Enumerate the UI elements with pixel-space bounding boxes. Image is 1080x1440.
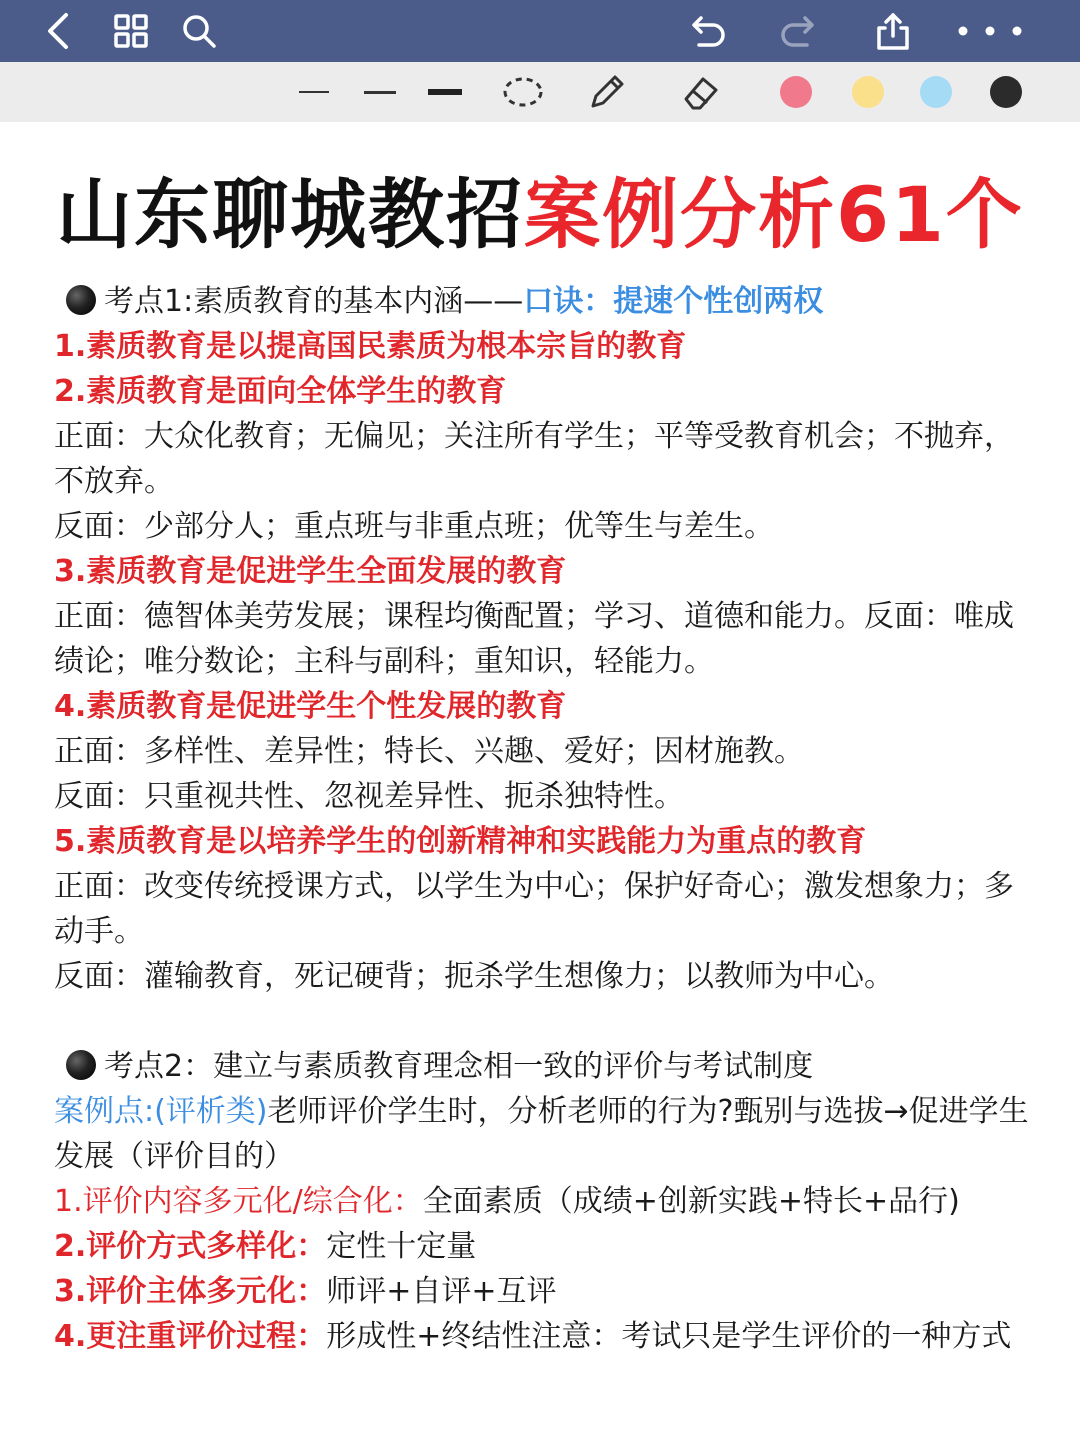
medium-line-icon[interactable]: [360, 70, 400, 114]
eval-item-4-label: 4.更注重评价过程：: [54, 1319, 327, 1354]
point4-title: 4.素质教育是促进学生个性发展的教育: [54, 689, 567, 724]
eval-item-2-label: 2.评价方式多样化：: [54, 1229, 327, 1264]
eval-item-2: [54, 1224, 1034, 1269]
section-spacer: [54, 999, 1034, 1044]
section2-heading-text: 考点2：建立与素质教育理念相一致的评价与考试制度: [104, 1049, 814, 1084]
eval-item-3: [54, 1269, 1034, 1314]
point5-positive: 正面：改变传统授课方式，以学生为中心；保护好奇心；激发想象力；多动手。: [54, 869, 1014, 949]
light-blue-color-swatch[interactable]: [916, 70, 956, 114]
point3-title: 3.素质教育是促进学生全面发展的教育: [54, 554, 567, 589]
eval-item-3-label: 3.评价主体多元化：: [54, 1274, 327, 1309]
point2-title: 2.素质教育是面向全体学生的教育: [54, 374, 507, 409]
section1-heading: [54, 279, 1034, 324]
case-point-label: 案例点:(评析类): [54, 1094, 268, 1129]
more-icon[interactable]: [950, 8, 1030, 54]
point1-title: 1.素质教育是以提高国民素质为根本宗旨的教育: [54, 329, 687, 364]
section1-mnemonic: 口诀：提速个性创两权: [523, 284, 824, 319]
eraser-icon[interactable]: [678, 70, 724, 114]
point2-negative: 反面：少部分人；重点班与非重点班；优等生与差生。: [54, 509, 774, 544]
back-icon[interactable]: [34, 8, 80, 54]
section1-heading-text: 考点1:素质教育的基本内涵——: [104, 284, 524, 319]
eval-item-4: [54, 1314, 1034, 1359]
document-page: [0, 122, 1080, 1440]
case-point: [54, 1089, 1034, 1179]
point5-title: 5.素质教育是以培养学生的创新精神和实践能力为重点的教育: [54, 824, 867, 859]
thick-line-icon[interactable]: [424, 70, 466, 114]
section2-heading: [54, 1044, 1034, 1089]
document-body: [54, 279, 1034, 1359]
eval-item-4-text: 形成性+终结性注意：考试只是学生评价的一种方式: [326, 1319, 1012, 1354]
point3-text: 正面：德智体美劳发展；课程均衡配置；学习、道德和能力。反面：唯成绩论；唯分数论；主科与副科；重知识，轻能力。: [54, 599, 1014, 679]
undo-icon[interactable]: [684, 8, 730, 54]
bullet-dot-icon: [66, 1050, 96, 1080]
drawing-toolbar: [0, 62, 1080, 122]
eval-item-1: [54, 1179, 1034, 1224]
redo-icon[interactable]: [776, 8, 822, 54]
grid-icon[interactable]: [108, 8, 154, 54]
top-nav-bar: [0, 0, 1080, 62]
point4-negative: 反面：只重视共性、忽视差异性、扼杀独特性。: [54, 779, 684, 814]
eval-item-1-text: 全面素质（成绩+创新实践+特长+品行): [422, 1184, 960, 1219]
share-icon[interactable]: [870, 8, 916, 54]
bullet-dot-icon: [66, 285, 96, 315]
eval-item-1-label: 1.评价内容多元化/综合化：: [54, 1184, 423, 1219]
case-point-text: 老师评价学生时，分析老师的行为?甄别与选拔→促进学生发展（评价目的）: [54, 1094, 1029, 1174]
thin-line-icon[interactable]: [296, 70, 332, 114]
black-color-swatch[interactable]: [986, 70, 1026, 114]
lasso-icon[interactable]: [500, 70, 546, 114]
point2-positive: 正面：大众化教育；无偏见；关注所有学生；平等受教育机会；不抛弃，不放弃。: [54, 419, 1014, 499]
title-red-part: 案例分析61个: [524, 170, 1024, 259]
eval-item-3-text: 师评+自评+互评: [326, 1274, 557, 1309]
point4-positive: 正面：多样性、差异性；特长、兴趣、爱好；因材施教。: [54, 734, 804, 769]
pencil-icon[interactable]: [584, 70, 630, 114]
point5-negative: 反面：灌输教育，死记硬背；扼杀学生想像力；以教师为中心。: [54, 959, 894, 994]
yellow-color-swatch[interactable]: [848, 70, 888, 114]
search-icon[interactable]: [176, 8, 222, 54]
eval-item-2-text: 定性十定量: [326, 1229, 477, 1264]
title-black-part: 山东聊城教招: [56, 170, 525, 259]
page-title: [0, 170, 1080, 260]
pink-color-swatch[interactable]: [776, 70, 816, 114]
